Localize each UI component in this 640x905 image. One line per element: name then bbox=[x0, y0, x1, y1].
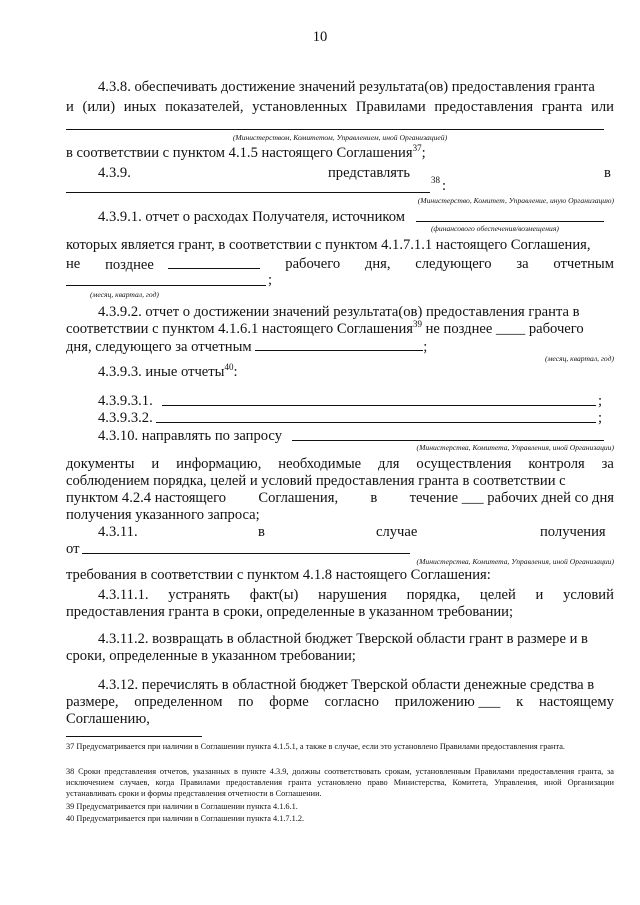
p4393-text: 4.3.9.3. иные отчеты$^{40}$: bbox=[98, 362, 238, 380]
p4393-item1-line bbox=[162, 405, 596, 406]
p4393-item1-punct: ; bbox=[598, 393, 603, 409]
p438-line3: в соответствии с пунктом 4.1.5 настоящего Соглашения$^{37}$; bbox=[66, 143, 426, 161]
p4311-w2: случае bbox=[376, 524, 418, 540]
p439-word: представлять bbox=[328, 165, 411, 181]
p43111-line1: 4.3.11.1. устранять факт(ы) нарушения порядка, целей и условий bbox=[98, 587, 614, 603]
p4311-from: от bbox=[66, 541, 80, 557]
p4312-line2: размере, определенном по форме согласно приложению ___ к настоящему bbox=[66, 694, 614, 710]
p438-blank-line bbox=[66, 129, 604, 130]
p4392-hint: (месяц, квартал, год) bbox=[545, 354, 614, 363]
p4310-blank-line bbox=[292, 440, 604, 441]
p4393-item1: 4.3.9.3.1. bbox=[98, 393, 153, 409]
p4311-w0: 4.3.11. bbox=[98, 524, 138, 540]
footnote-37: 37 Предусматривается при наличии в Соглашении пункта 4.1.5.1, а также в случае, если это установлено Правилами предоставления гранта. bbox=[66, 742, 565, 751]
p439-fn-ref: 38 bbox=[431, 175, 440, 185]
p439-blank-line bbox=[66, 192, 430, 193]
p4392-line1: 4.3.9.2. отчет о достижении значений результата(ов) предоставления гранта в bbox=[98, 304, 580, 320]
p4311-hint: (Министерства, Комитета, Управления, иной Организации) bbox=[416, 557, 614, 566]
p438-line2: и (или) иных показателей, установленных Правилами предоставления гранта или bbox=[66, 99, 614, 115]
p4310-line5: получения указанного запроса; bbox=[66, 507, 260, 523]
p4393-item2-punct: ; bbox=[598, 410, 603, 426]
p43112-line1: 4.3.11.2. возвращать в областной бюджет Тверской области грант в размере и в bbox=[98, 631, 588, 647]
p4310-line2: документы и информацию, необходимые для осуществления контроля за bbox=[66, 456, 614, 472]
p4391-blank-line1 bbox=[416, 221, 604, 222]
p439-word-end: в bbox=[604, 165, 611, 181]
p439-num: 4.3.9. bbox=[98, 165, 131, 181]
p4312-line3: Соглашению, bbox=[66, 711, 150, 727]
p4391-hint2: (месяц, квартал, год) bbox=[90, 290, 159, 299]
p43111-line2: предоставления гранта в сроки, определенные в указанном требовании; bbox=[66, 604, 514, 620]
p43112-line2: сроки, определенные в указанном требовании; bbox=[66, 648, 356, 664]
p438-hint: (Министерством, Комитетом, Управлением, иной Организацией) bbox=[232, 133, 448, 142]
p4310-line4: пунктом 4.2.4 настоящего Соглашения, в течение ___ рабочих дней со дня bbox=[66, 490, 614, 506]
p439-punct: : bbox=[442, 178, 447, 194]
p4393-item2: 4.3.9.3.2. bbox=[98, 410, 153, 426]
p4310-line1: 4.3.10. направлять по запросу bbox=[98, 428, 282, 444]
p439-hint: (Министерство, Комитет, Управление, иную Организацию) bbox=[417, 196, 614, 205]
p4311-w3: получения bbox=[540, 524, 606, 540]
footnote-separator bbox=[66, 736, 202, 737]
p4311-blank-line bbox=[82, 553, 410, 554]
footnote-39: 39 Предусматривается при наличии в Соглашении пункта 4.1.6.1. bbox=[66, 802, 298, 811]
p4391-line3: не позднее рабочего дня, следующего за отчетным bbox=[66, 256, 614, 273]
p4391-hint1: (финансового обеспечения/возмещения) bbox=[431, 224, 559, 233]
p4391-blank-line2 bbox=[66, 285, 266, 286]
p4393-item2-line bbox=[156, 422, 596, 423]
p4311-w1: в bbox=[258, 524, 265, 540]
p4391-line2: которых является грант, в соответствии с пунктом 4.1.7.1.1 настоящего Соглашения, bbox=[66, 237, 591, 253]
p4310-hint: (Министерства, Комитета, Управления, иной Организации) bbox=[416, 443, 614, 452]
p4311-line3: требования в соответствии с пунктом 4.1.8 настоящего Соглашения: bbox=[66, 567, 491, 583]
page-number: 10 bbox=[312, 29, 328, 45]
p4392-line3: дня, следующего за отчетным ; bbox=[66, 339, 428, 355]
p4391-punct: ; bbox=[268, 272, 273, 288]
p4310-line3: соблюдением порядка, целей и условий предоставления гранта в соответствии с bbox=[66, 473, 566, 489]
footnote-40: 40 Предусматривается при наличии в Соглашении пункта 4.1.7.1.2. bbox=[66, 814, 305, 823]
p438-line1: 4.3.8. обеспечивать достижение значений результата(ов) предоставления гранта bbox=[98, 79, 595, 95]
p4312-line1: 4.3.12. перечислять в областной бюджет Тверской области денежные средства в bbox=[98, 677, 595, 693]
p4391-line1: 4.3.9.1. отчет о расходах Получателя, источником bbox=[98, 209, 405, 225]
footnote-38: 38 Сроки представления отчетов, указанных в пункте 4.3.9, должны соответствовать срокам, установленным Правилами предоставления гранта, за исключением случаев, когда Правилами предоставления гранта установлено право Министерства, Комитета, Управления, иной Организации устанавливать сроки и формы представления отчетности в Соглашении. bbox=[66, 767, 614, 798]
p4392-line2: соответствии с пунктом 4.1.6.1 настоящего Соглашения$^{39}$ не позднее ____ рабочего bbox=[66, 319, 584, 337]
